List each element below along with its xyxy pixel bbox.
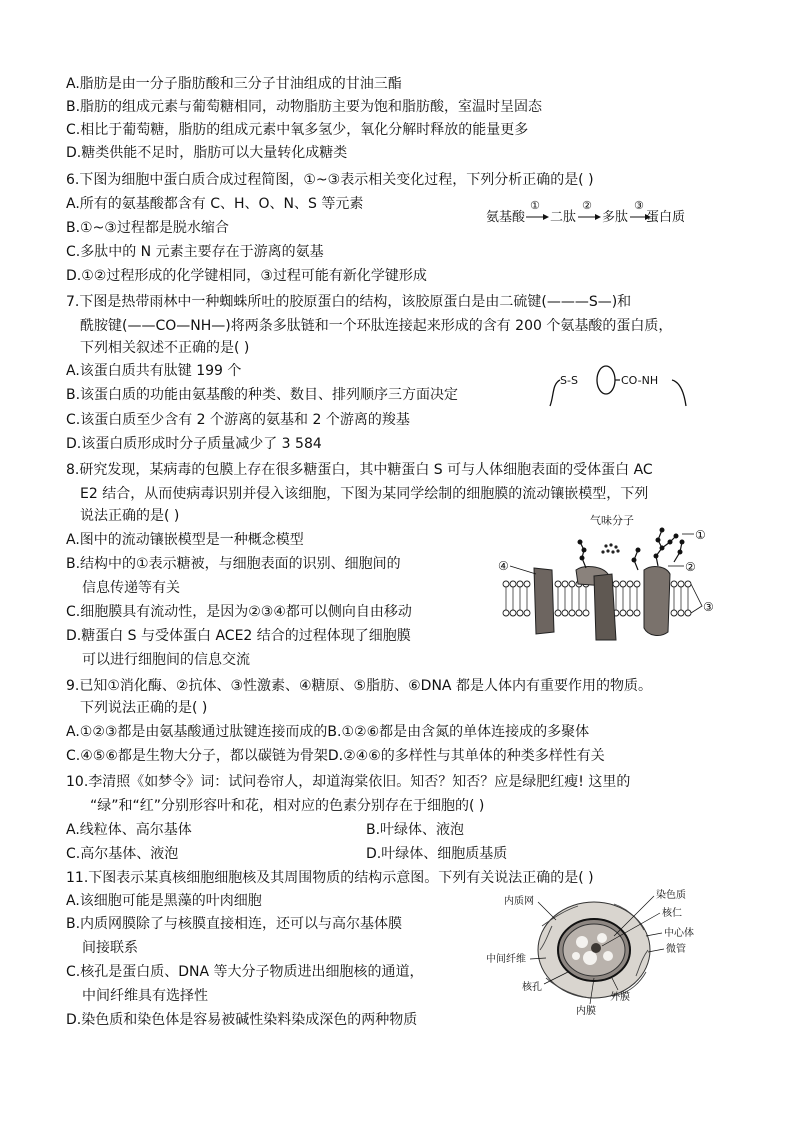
question-7-line3: 下列相关叙述不正确的是( ) <box>80 340 250 356</box>
option-7b: B.该蛋白质的功能由氨基酸的种类、数目、排列顺序三方面决定 <box>66 387 459 403</box>
option-10d: D.叶绿体、细胞质基质 <box>366 846 508 862</box>
option-5c: C.相比于葡萄糖，脂肪的组成元素中氧多氢少，氧化分解时释放的能量更多 <box>66 122 529 138</box>
cyclic-peptide-ring <box>597 366 615 394</box>
question-7: 7.下图是热带雨林中一种蜘蛛所吐的胶原蛋白的结构，该胶原蛋白是由二硫键(———S—)和 <box>66 294 632 310</box>
question-10: 10.李清照《如梦令》词：试问卷帘人，却道海棠依旧。知否？知否？应是绿肥红瘦! 这里的 <box>66 774 631 790</box>
amide-label: CO-NH <box>621 374 659 387</box>
option-6a: A.所有的氨基酸都含有 C、H、O、N、S 等元素 <box>66 196 364 212</box>
label-2: ② <box>685 560 696 574</box>
glycocalyx-beads <box>578 528 685 563</box>
option-8d: D.糖蛋白 S 与受体蛋白 ACE2 结合的过程体现了细胞膜 <box>66 628 411 644</box>
option-6b: B.①~③过程都是脱水缩合 <box>66 220 229 236</box>
option-8b: B.结构中的①表示糖被，与细胞表面的识别、细胞间的 <box>66 556 401 572</box>
transmembrane-protein-left <box>534 568 554 634</box>
intermediate-filament-label: 中间纤维 <box>486 954 526 965</box>
step1-label: ① <box>530 199 540 212</box>
option-6d: D.①②过程形成的化学键相同，③过程可能有新化学键形成 <box>66 268 427 284</box>
option-10b: B.叶绿体、液泡 <box>366 822 465 838</box>
question-9: 9.已知①消化酶、②抗体、③性激素、④糖原、⑤脂肪、⑥DNA 都是人体内有重要作用的物质。 <box>66 678 652 694</box>
option-6c: C.多肽中的 N 元素主要存在于游离的氨基 <box>66 244 324 260</box>
odor-molecules <box>601 543 619 553</box>
question-7-line2: 酰胺键(——CO—NH—)将两条多肽链和一个环肽连接起来形成的含有 200 个氨基酸的蛋白质， <box>80 318 673 334</box>
nuclear-pore-label: 核孔 <box>522 982 542 993</box>
left-chain <box>550 380 560 406</box>
option-9ab: A.①②③都是由氨基酸通过肽键连接而成的B.①②⑥都是由含氮的单体连接成的多聚体 <box>66 724 590 740</box>
glycocalyx-chains <box>580 530 682 570</box>
option-11d: D.染色质和染色体是容易被碱性染料染成深色的两种物质 <box>66 1012 418 1028</box>
question-9-line2: 下列说法正确的是( ) <box>80 700 208 716</box>
disulfide-label: S-S <box>560 374 578 387</box>
option-11b-line2: 间接联系 <box>82 940 138 956</box>
option-7a: A.该蛋白质共有肽键 199 个 <box>66 363 242 379</box>
label-4: ④ <box>498 559 509 573</box>
option-9cd: C.④⑤⑥都是生物大分子，都以碳链为骨架D.②④⑥的多样性与其单体的种类多样性有关 <box>66 748 605 764</box>
transmembrane-protein-middle <box>594 574 616 640</box>
option-8d-line2: 可以进行细胞间的信息交流 <box>82 652 250 668</box>
right-chain <box>672 380 686 406</box>
option-11c: C.核孔是蛋白质、DNA 等大分子物质进出细胞核的通道， <box>66 964 424 980</box>
question-10-line2: “绿”和“红”分别形容叶和花，相对应的色素分别存在于细胞的( ) <box>90 798 485 814</box>
option-8c: C.细胞膜具有流动性，是因为②③④都可以侧向自由移动 <box>66 604 412 620</box>
question-8-line2: E2 结合，从而使病毒识别并侵入该细胞，下图为某同学绘制的细胞膜的流动镶嵌模型，下列 <box>80 486 649 502</box>
question-11: 11.下图表示某真核细胞细胞核及其周围物质的结构示意图。下列有关说法正确的是( ) <box>66 870 594 886</box>
nucleus-structure-figure <box>486 886 708 1018</box>
option-11b: B.内质网膜除了与核膜直接相连，还可以与高尔基体膜 <box>66 916 403 932</box>
label-1: ① <box>695 528 706 542</box>
er-label: 内质网 <box>504 896 534 907</box>
label-3: ③ <box>703 600 714 614</box>
option-8b-line2: 信息传递等有关 <box>82 580 180 596</box>
option-8a: A.图中的流动镶嵌模型是一种概念模型 <box>66 532 304 548</box>
option-7d: D.该蛋白质形成时分子质量减少了 3 584 <box>66 436 322 452</box>
transmembrane-protein-right <box>644 567 670 636</box>
nucleolus <box>591 943 601 953</box>
question-8: 8.研究发现，某病毒的包膜上存在很多糖蛋白，其中糖蛋白 S 可与人体细胞表面的受体蛋白 AC <box>66 462 653 478</box>
option-7c: C.该蛋白质至少含有 2 个游离的氨基和 2 个游离的羧基 <box>66 412 410 428</box>
option-5b: B.脂肪的组成元素与葡萄糖相同，动物脂肪主要为饱和脂肪酸，室温时呈固态 <box>66 99 543 115</box>
inner-membrane-label: 内膜 <box>576 1006 596 1017</box>
polypeptide-label: 多肽 <box>602 210 629 225</box>
microtubule-label: 微管 <box>666 944 686 955</box>
option-11a: A.该细胞可能是黑藻的叶肉细胞 <box>66 893 262 909</box>
option-10a: A.线粒体、高尔基体 <box>66 822 192 838</box>
outer-membrane-label: 外膜 <box>610 992 630 1003</box>
dipeptide-label: 二肽 <box>550 210 577 225</box>
option-5d: D.糖类供能不足时，脂肪可以大量转化成糖类 <box>66 145 348 161</box>
step3-label: ③ <box>634 199 644 212</box>
nucleolus-label: 核仁 <box>662 908 682 919</box>
option-5a: A.脂肪是由一分子脂肪酸和三分子甘油组成的甘油三酯 <box>66 76 402 92</box>
amino-acid-label: 氨基酸 <box>486 210 526 225</box>
synthesis-flow-figure <box>486 196 686 230</box>
centrosome-label: 中心体 <box>664 928 694 939</box>
collagen-structure-figure <box>546 356 692 412</box>
option-10c: C.高尔基体、液泡 <box>66 846 179 862</box>
protein-label: 蛋白质 <box>646 210 686 225</box>
option-11c-line2: 中间纤维具有选择性 <box>82 988 208 1004</box>
chromatin-label: 染色质 <box>656 890 686 901</box>
odor-molecule-label: 气味分子 <box>590 514 634 527</box>
membrane-model-figure <box>498 512 720 646</box>
question-8-line3: 说法正确的是( ) <box>80 508 180 524</box>
question-6: 6.下图为细胞中蛋白质合成过程简图，①~③表示相关变化过程，下列分析正确的是( ) <box>66 172 594 188</box>
step2-label: ② <box>582 199 592 212</box>
